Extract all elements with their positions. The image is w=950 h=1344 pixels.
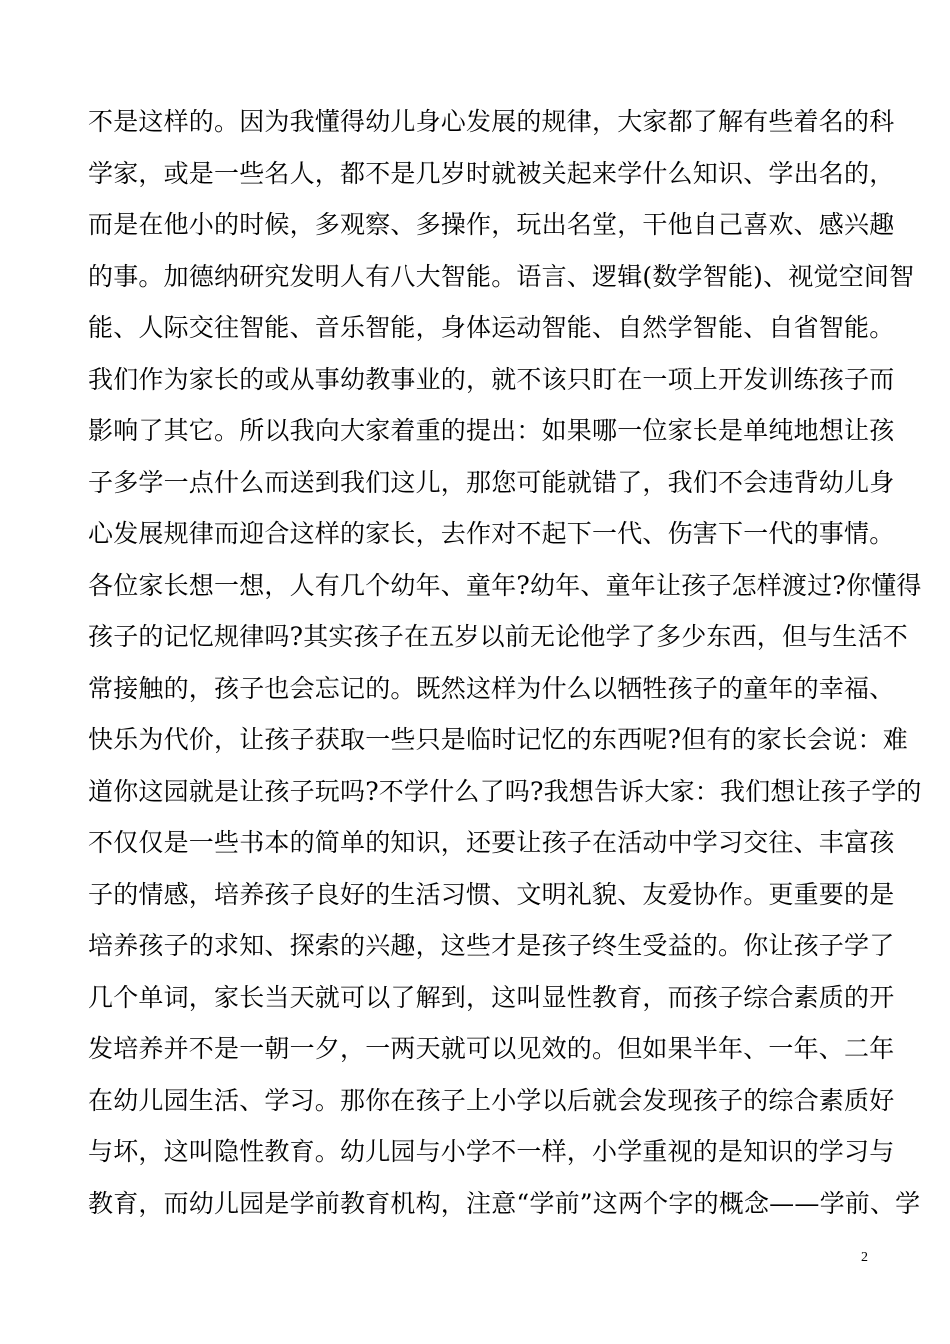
text-line: 培养孩子的求知、探索的兴趣，这些才是孩子终生受益的。你让孩子学了 [88, 931, 895, 960]
text-line: 教育，而幼儿园是学前教育机构，注意“学前”这两个字的概念——学前、学 [88, 1188, 921, 1218]
text-line: 子多学一点什么而送到我们这儿，那您可能就错了，我们不会违背幼儿身 [88, 467, 895, 497]
text-line: 几个单词，家长当天就可以了解到，这叫显性教育，而孩子综合素质的开 [88, 982, 895, 1012]
body-text [88, 96, 922, 1229]
text-line: 我们作为家长的或从事幼教事业的，就不该只盯在一项上开发训练孩子而 [88, 364, 895, 394]
text-line: 快乐为代价，让孩子获取一些只是临时记忆的东西呢?但有的家长会说：难 [88, 725, 909, 754]
text-line: 影响了其它。所以我向大家着重的提出：如果哪一位家长是单纯地想让孩 [88, 416, 895, 445]
text-line: 各位家长想一想，人有几个幼年、童年?幼年、童年让孩子怎样渡过?你懂得 [88, 570, 922, 600]
text-line: 与坏，这叫隐性教育。幼儿园与小学不一样，小学重视的是知识的学习与 [88, 1137, 895, 1166]
text-line: 不是这样的。因为我懂得幼儿身心发展的规律，大家都了解有些着名的科 [88, 107, 895, 136]
text-line: 发培养并不是一朝一夕，一两天就可以见效的。但如果半年、一年、二年 [88, 1034, 895, 1063]
page-number: 2 [861, 1250, 868, 1265]
text-line: 的事。加德纳研究发明人有八大智能。语言、逻辑(数学智能)、视觉空间智 [88, 261, 915, 291]
text-line: 孩子的记忆规律吗?其实孩子在五岁以前无论他学了多少东西，但与生活不 [88, 622, 909, 651]
text-line: 学家，或是一些名人，都不是几岁时就被关起来学什么知识、学出名的， [88, 158, 895, 188]
text-line: 在幼儿园生活、学习。那你在孩子上小学以后就会发现孩子的综合素质好 [88, 1085, 895, 1115]
text-line: 常接触的，孩子也会忘记的。既然这样为什么以牺牲孩子的童年的幸福、 [88, 673, 895, 703]
text-line: 心发展规律而迎合这样的家长，去作对不起下一代、伤害下一代的事情。 [88, 519, 895, 548]
text-line: 道你这园就是让孩子玩吗?不学什么了吗?我想告诉大家：我们想让孩子学的 [88, 776, 922, 806]
text-line: 不仅仅是一些书本的简单的知识，还要让孩子在活动中学习交往、丰富孩 [88, 828, 895, 857]
text-line: 子的情感，培养孩子良好的生活习惯、文明礼貌、友爱协作。更重要的是 [88, 879, 895, 909]
text-line: 而是在他小的时候，多观察、多操作，玩出名堂，干他自己喜欢、感兴趣 [88, 210, 895, 239]
text-line: 能、人际交往智能、音乐智能，身体运动智能、自然学智能、自省智能。 [88, 313, 895, 342]
